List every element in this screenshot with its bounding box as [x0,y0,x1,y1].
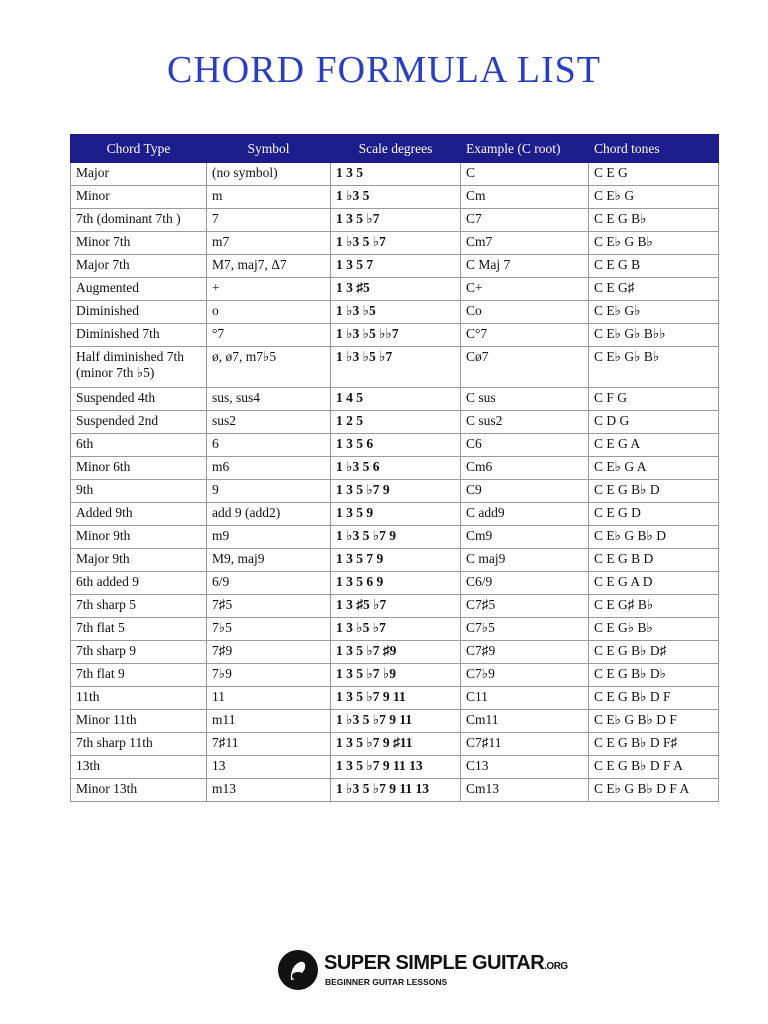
table-row [71,480,719,503]
cell-chord-type: Minor 6th [71,457,207,480]
cell-chord-type: Suspended 2nd [71,411,207,434]
cell-example: C13 [461,756,589,779]
cell-scale-degrees: 1 3 5 6 [331,434,461,457]
cell-symbol: 7 [207,209,331,232]
cell-chord-tones: C E♭ G♭ B♭♭ [589,324,719,347]
cell-chord-type: Suspended 4th [71,388,207,411]
header-scale-degrees: Scale degrees [331,135,461,163]
cell-chord-type: 11th [71,687,207,710]
table-row [71,347,719,388]
cell-chord-tones: C E G B [589,255,719,278]
cell-scale-degrees: 1 3 ♯5 [331,278,461,301]
cell-scale-degrees: 1 3 5 9 [331,503,461,526]
cell-symbol: (no symbol) [207,163,331,186]
cell-chord-type: 7th flat 9 [71,664,207,687]
cell-scale-degrees: 1 3 5 ♭7 ♯9 [331,641,461,664]
cell-chord-tones: C E♭ G [589,186,719,209]
cell-chord-tones: C E G D [589,503,719,526]
cell-example: Cø7 [461,347,589,388]
table-row [71,733,719,756]
cell-symbol: sus2 [207,411,331,434]
cell-example: C7♭5 [461,618,589,641]
table-row [71,572,719,595]
cell-example: C6/9 [461,572,589,595]
cell-chord-type: Augmented [71,278,207,301]
cell-chord-tones: C E G B D [589,549,719,572]
cell-symbol: m13 [207,779,331,802]
cell-chord-tones: C E G♯ B♭ [589,595,719,618]
table-row [71,411,719,434]
cell-chord-tones: C E G♭ B♭ [589,618,719,641]
table-row [71,324,719,347]
cell-scale-degrees: 1 ♭3 ♭5 ♭♭7 [331,324,461,347]
table-row [71,278,719,301]
table-row [71,457,719,480]
cell-chord-tones: C E♭ G B♭ D F A [589,779,719,802]
cell-example: C6 [461,434,589,457]
cell-symbol: sus, sus4 [207,388,331,411]
cell-example: Co [461,301,589,324]
table-row [71,756,719,779]
logo-name [324,952,568,975]
cell-chord-type: 6th added 9 [71,572,207,595]
cell-chord-type: Major 7th [71,255,207,278]
cell-symbol: 6 [207,434,331,457]
cell-symbol: M7, maj7, Δ7 [207,255,331,278]
cell-chord-type: Minor 7th [71,232,207,255]
cell-symbol: m6 [207,457,331,480]
cell-example: C7♯5 [461,595,589,618]
cell-chord-tones: C F G [589,388,719,411]
cell-symbol: 9 [207,480,331,503]
cell-chord-tones: C E G A D [589,572,719,595]
cell-scale-degrees: 1 3 5 ♭7 ♭9 [331,664,461,687]
table-row [71,779,719,802]
cell-scale-degrees: 1 4 5 [331,388,461,411]
table-row [71,232,719,255]
header-example: Example (C root) [461,135,589,163]
cell-symbol: 11 [207,687,331,710]
cell-chord-tones: C E♭ G B♭ D F [589,710,719,733]
cell-symbol: M9, maj9 [207,549,331,572]
cell-example: Cm11 [461,710,589,733]
cell-chord-type: 9th [71,480,207,503]
super-simple-guitar-logo [278,948,568,998]
cell-scale-degrees: 1 3 5 ♭7 9 11 [331,687,461,710]
cell-symbol: 7♯5 [207,595,331,618]
cell-chord-type: 7th sharp 11th [71,733,207,756]
chord-formula-table [70,134,719,802]
cell-symbol: 6/9 [207,572,331,595]
cell-chord-type: Diminished [71,301,207,324]
cell-scale-degrees: 1 ♭3 5 ♭7 [331,232,461,255]
guitarist-silhouette-icon [278,950,318,990]
table-row [71,618,719,641]
cell-example: Cm6 [461,457,589,480]
cell-example: C7 [461,209,589,232]
cell-symbol: m11 [207,710,331,733]
table-row [71,526,719,549]
cell-symbol: 7♭9 [207,664,331,687]
cell-symbol: m7 [207,232,331,255]
cell-symbol: 13 [207,756,331,779]
cell-example: C [461,163,589,186]
logo-suffix: .ORG [544,961,568,972]
cell-example: C sus2 [461,411,589,434]
table-row [71,664,719,687]
cell-scale-degrees: 1 3 5 ♭7 9 ♯11 [331,733,461,756]
table-row [71,301,719,324]
table-row [71,388,719,411]
cell-chord-type: Minor 13th [71,779,207,802]
cell-scale-degrees: 1 ♭3 5 [331,186,461,209]
cell-example: C maj9 [461,549,589,572]
cell-scale-degrees: 1 ♭3 ♭5 ♭7 [331,347,461,388]
cell-chord-tones: C E♭ G B♭ [589,232,719,255]
table-row [71,503,719,526]
page-title: CHORD FORMULA LIST [167,49,601,91]
logo-tagline: BEGINNER GUITAR LESSONS [325,977,448,987]
cell-scale-degrees: 1 ♭3 5 ♭7 9 [331,526,461,549]
cell-symbol: 7♯9 [207,641,331,664]
cell-example: Cm7 [461,232,589,255]
table-row [71,209,719,232]
cell-chord-type: Minor [71,186,207,209]
table-row [71,434,719,457]
logo-name-text: SUPER SIMPLE GUITAR [324,952,545,974]
table-row [71,186,719,209]
cell-example: C9 [461,480,589,503]
cell-example: C add9 [461,503,589,526]
cell-scale-degrees: 1 ♭3 5 6 [331,457,461,480]
cell-chord-tones: C E G B♭ D F A [589,756,719,779]
cell-scale-degrees: 1 ♭3 5 ♭7 9 11 [331,710,461,733]
cell-chord-type: 7th flat 5 [71,618,207,641]
cell-chord-tones: C E G B♭ D [589,480,719,503]
cell-symbol: ø, ø7, m7♭5 [207,347,331,388]
cell-chord-tones: C E♭ G♭ B♭ [589,347,719,388]
header-chord-tones: Chord tones [589,135,719,163]
cell-scale-degrees: 1 3 5 [331,163,461,186]
cell-chord-type: Added 9th [71,503,207,526]
cell-symbol: 7♭5 [207,618,331,641]
cell-chord-tones: C E♭ G♭ [589,301,719,324]
cell-scale-degrees: 1 3 5 ♭7 9 11 13 [331,756,461,779]
cell-chord-type: Half diminished 7th (minor 7th ♭5) [71,347,207,388]
cell-symbol: o [207,301,331,324]
table-header-row [71,135,719,163]
cell-chord-tones: C E G B♭ D♭ [589,664,719,687]
cell-chord-type: 7th sharp 5 [71,595,207,618]
cell-scale-degrees: 1 ♭3 ♭5 [331,301,461,324]
cell-chord-tones: C E G B♭ D♯ [589,641,719,664]
cell-symbol: m [207,186,331,209]
cell-example: Cm [461,186,589,209]
cell-chord-tones: C E G B♭ D F♯ [589,733,719,756]
cell-chord-tones: C E G [589,163,719,186]
cell-scale-degrees: 1 ♭3 5 ♭7 9 11 13 [331,779,461,802]
cell-chord-type: 7th sharp 9 [71,641,207,664]
cell-chord-type: Major 9th [71,549,207,572]
table-row [71,687,719,710]
cell-chord-type: Diminished 7th [71,324,207,347]
cell-symbol: add 9 (add2) [207,503,331,526]
cell-chord-tones: C E♭ G A [589,457,719,480]
cell-example: C°7 [461,324,589,347]
cell-chord-type: Minor 11th [71,710,207,733]
cell-scale-degrees: 1 3 5 ♭7 [331,209,461,232]
cell-chord-tones: C E G B♭ [589,209,719,232]
cell-chord-tones: C D G [589,411,719,434]
cell-example: Cm13 [461,779,589,802]
cell-scale-degrees: 1 3 5 6 9 [331,572,461,595]
cell-scale-degrees: 1 3 5 7 9 [331,549,461,572]
cell-example: C sus [461,388,589,411]
cell-example: Cm9 [461,526,589,549]
cell-example: C7♯9 [461,641,589,664]
cell-symbol: 7♯11 [207,733,331,756]
cell-chord-type: 6th [71,434,207,457]
cell-chord-type: Major [71,163,207,186]
cell-chord-tones: C E G B♭ D F [589,687,719,710]
cell-chord-tones: C E♭ G B♭ D [589,526,719,549]
cell-symbol: °7 [207,324,331,347]
cell-chord-type: Minor 9th [71,526,207,549]
table-row [71,641,719,664]
cell-example: C7♭9 [461,664,589,687]
header-symbol: Symbol [207,135,331,163]
table-row [71,255,719,278]
cell-scale-degrees: 1 3 5 7 [331,255,461,278]
cell-scale-degrees: 1 3 5 ♭7 9 [331,480,461,503]
cell-example: C11 [461,687,589,710]
table-row [71,710,719,733]
cell-chord-tones: C E G♯ [589,278,719,301]
cell-example: C+ [461,278,589,301]
cell-symbol: + [207,278,331,301]
cell-chord-tones: C E G A [589,434,719,457]
header-chord-type: Chord Type [71,135,207,163]
cell-scale-degrees: 1 3 ♭5 ♭7 [331,618,461,641]
cell-scale-degrees: 1 2 5 [331,411,461,434]
cell-example: C Maj 7 [461,255,589,278]
cell-chord-type: 13th [71,756,207,779]
table-row [71,163,719,186]
table-row [71,595,719,618]
cell-chord-type: 7th (dominant 7th ) [71,209,207,232]
cell-example: C7♯11 [461,733,589,756]
table-row [71,549,719,572]
cell-scale-degrees: 1 3 ♯5 ♭7 [331,595,461,618]
cell-symbol: m9 [207,526,331,549]
